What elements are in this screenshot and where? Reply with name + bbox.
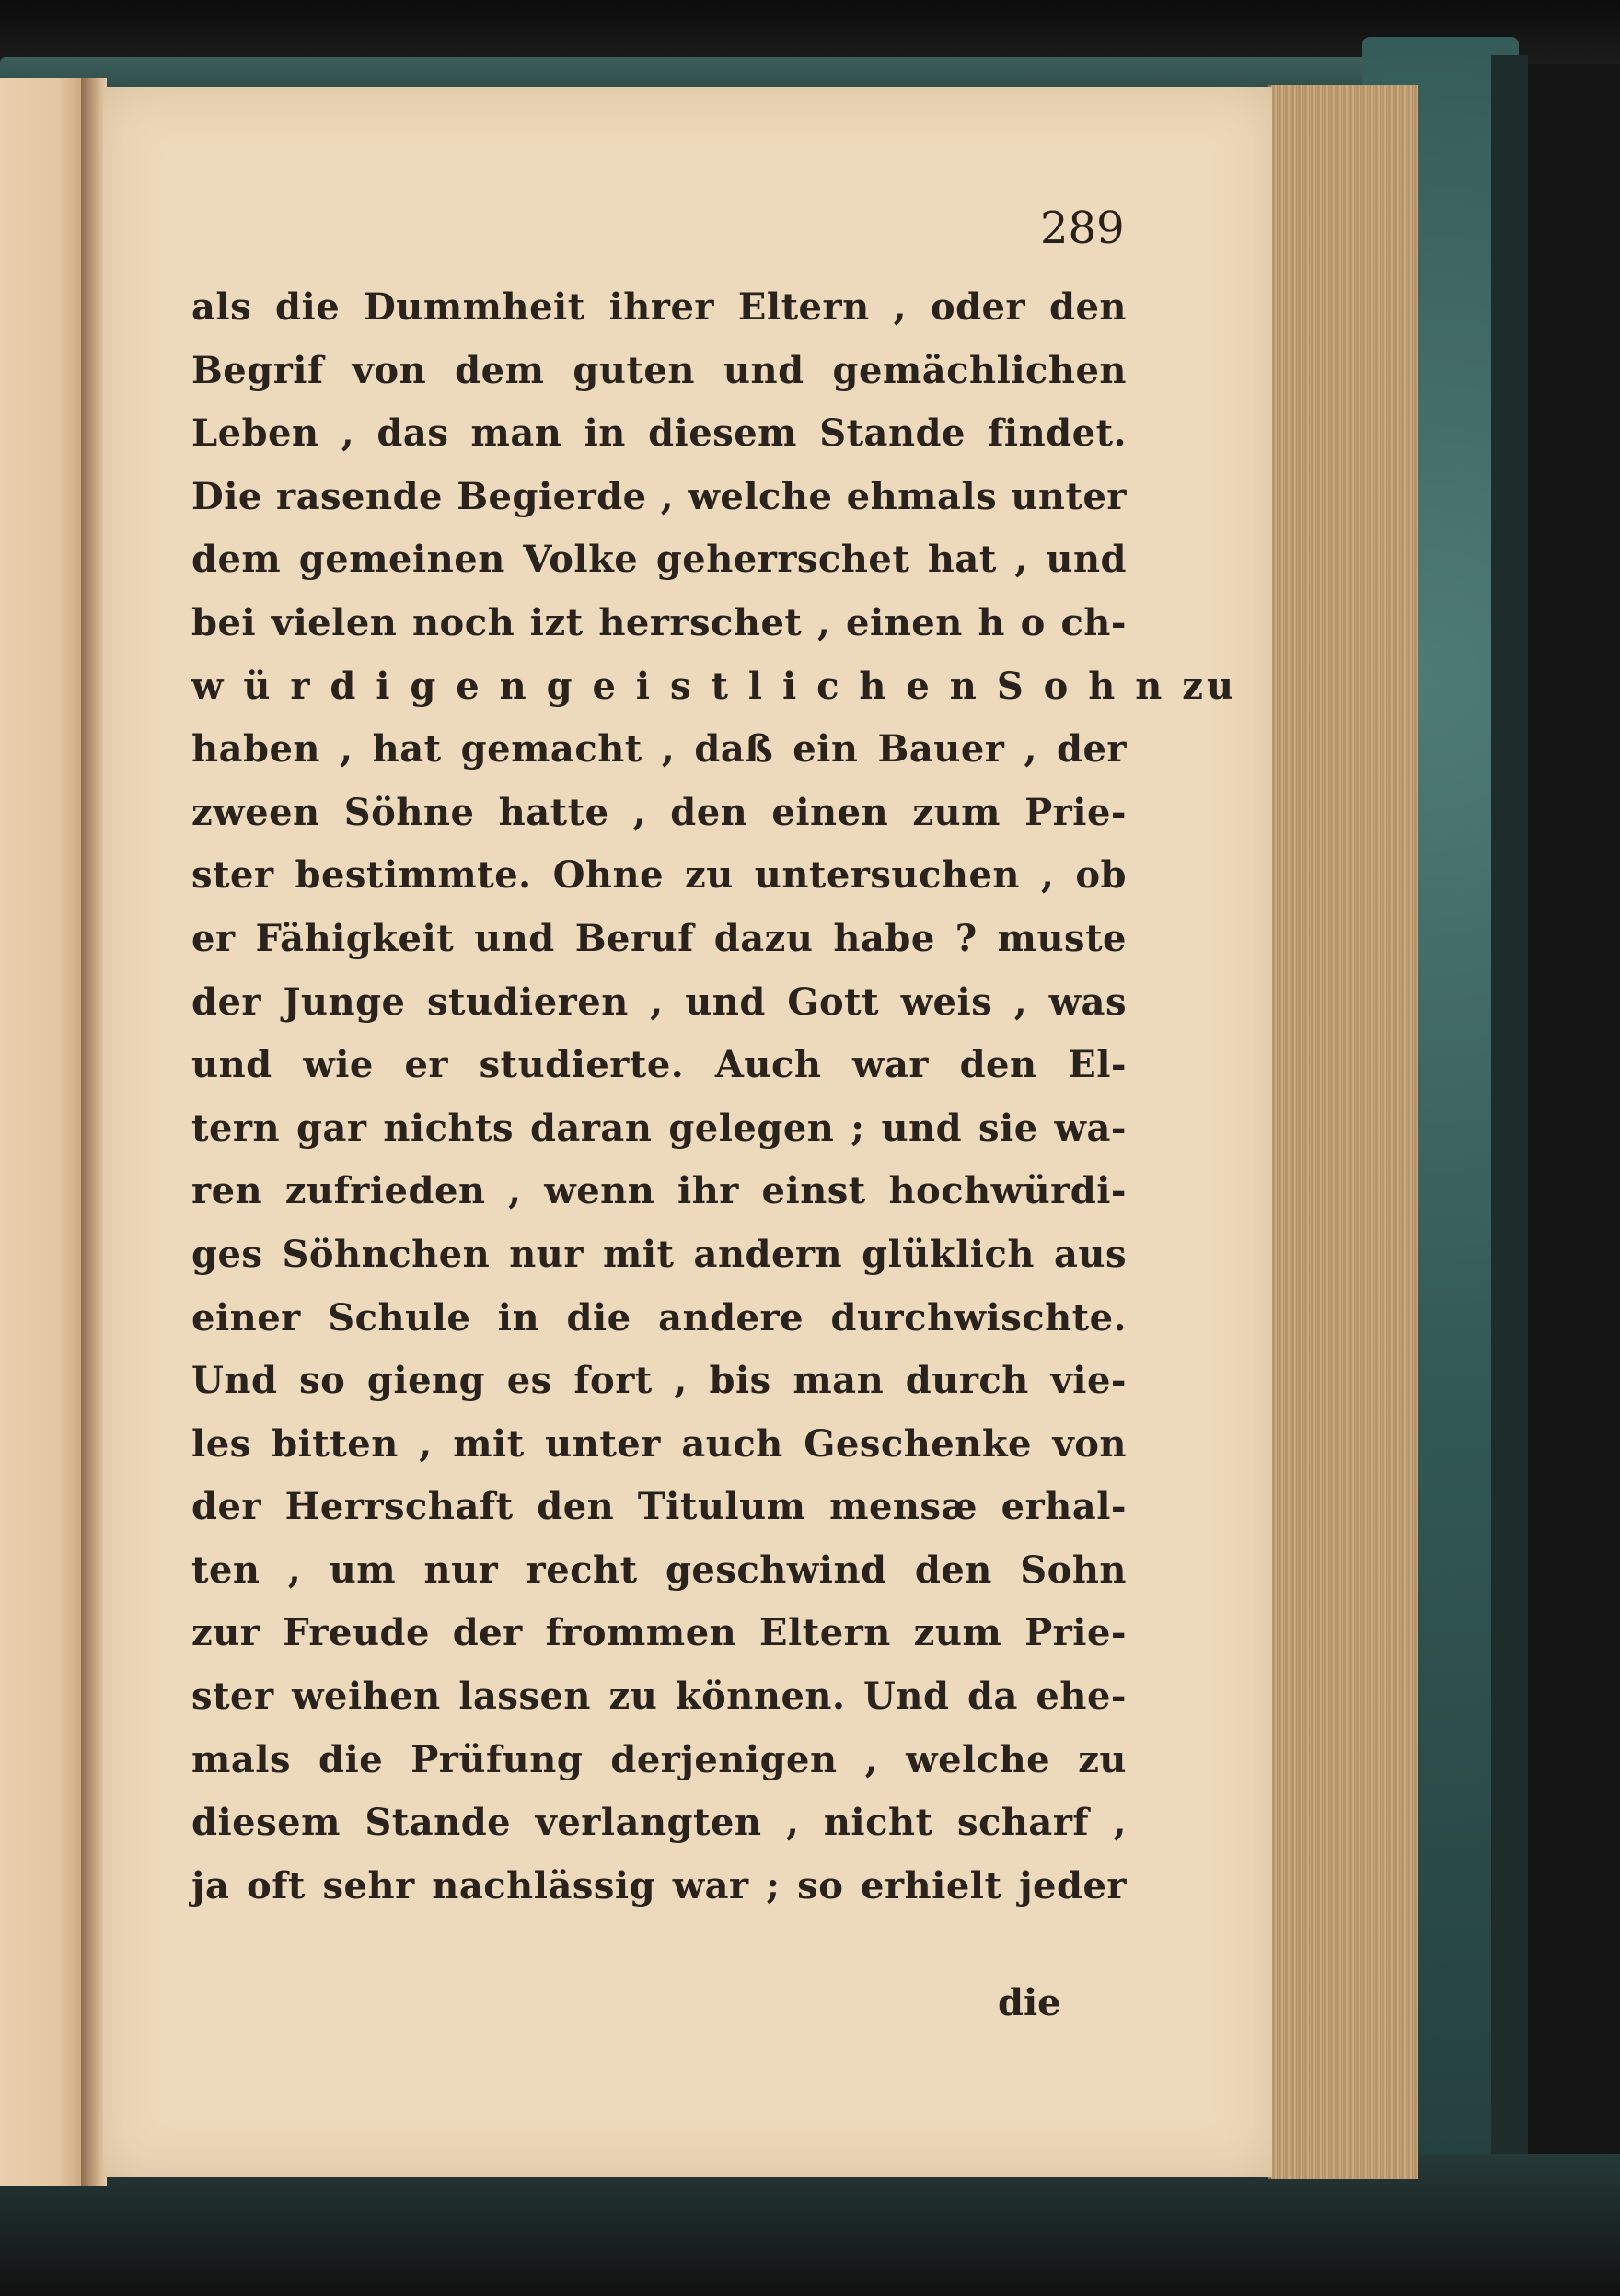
text-line: Die rasende Begierde , welche ehmals unter [191,474,1127,518]
text-line: er Fähigkeit und Beruf dazu habe ? muste [191,916,1127,960]
text-line: dem gemeinen Volke geherrschet hat , und [191,538,1127,582]
text-line: und wie er studierte. Auch war den El- [191,1043,1127,1087]
text-line: ster bestimmte. Ohne zu untersuchen , ob [191,853,1127,898]
text-line: ster weihen lassen zu können. Und da ehe- [191,1675,1127,1719]
left-page-edge [0,78,83,2186]
text-line: Leben , das man in diesem Stande findet. [191,412,1127,456]
text-line: les bitten , mit unter auch Geschenke von [191,1421,1127,1466]
text-line: als die Dummheit ihrer Eltern , oder den [191,285,1127,329]
page-number: 289 [1040,203,1125,254]
body-text [191,276,1238,1918]
text-line: ges Söhnchen nur mit andern glüklich aus [191,1232,1127,1276]
text-line: haben , hat gemacht , daß ein Bauer , der [191,727,1127,771]
text-line: tern gar nichts daran gelegen ; und sie wa- [191,1106,1127,1150]
text-line: der Herrschaft den Titulum mensæ erhal- [191,1485,1127,1529]
text-line: einer Schule in die andere durchwischte. [191,1295,1127,1339]
text-line: diesem Stande verlangten , nicht scharf , [191,1801,1127,1845]
text-line: der Junge studieren , und Gott weis , was [191,980,1127,1024]
text-line: zween Söhne hatte , den einen zum Prie- [191,790,1127,834]
text-line: bei vielen noch izt herrschet , einen h o ch- [191,600,1127,644]
text-line: ten , um nur recht geschwind den Sohn [191,1548,1127,1592]
text-line: ja oft sehr nachlässig war ; so erhielt jeder [191,1863,1127,1908]
text-line: ren zufrieden , wenn ihr einst hochwürdi- [191,1169,1127,1213]
text-line: Und so gieng es fort , bis man durch vie- [191,1359,1127,1403]
page-fore-edge [1268,85,1418,2179]
catchword: die [998,1981,1061,2024]
text-line: mals die Prüfung derjenigen , welche zu [191,1737,1127,1781]
text-line: zur Freude der frommen Eltern zum Prie- [191,1611,1127,1655]
text-line: w ü r d i g e n g e i s t l i c h e n S o h n zu [191,664,1238,708]
text-line: Begrif von dem guten und gemächlichen [191,348,1127,392]
book-cover-edge [1491,55,1528,2173]
